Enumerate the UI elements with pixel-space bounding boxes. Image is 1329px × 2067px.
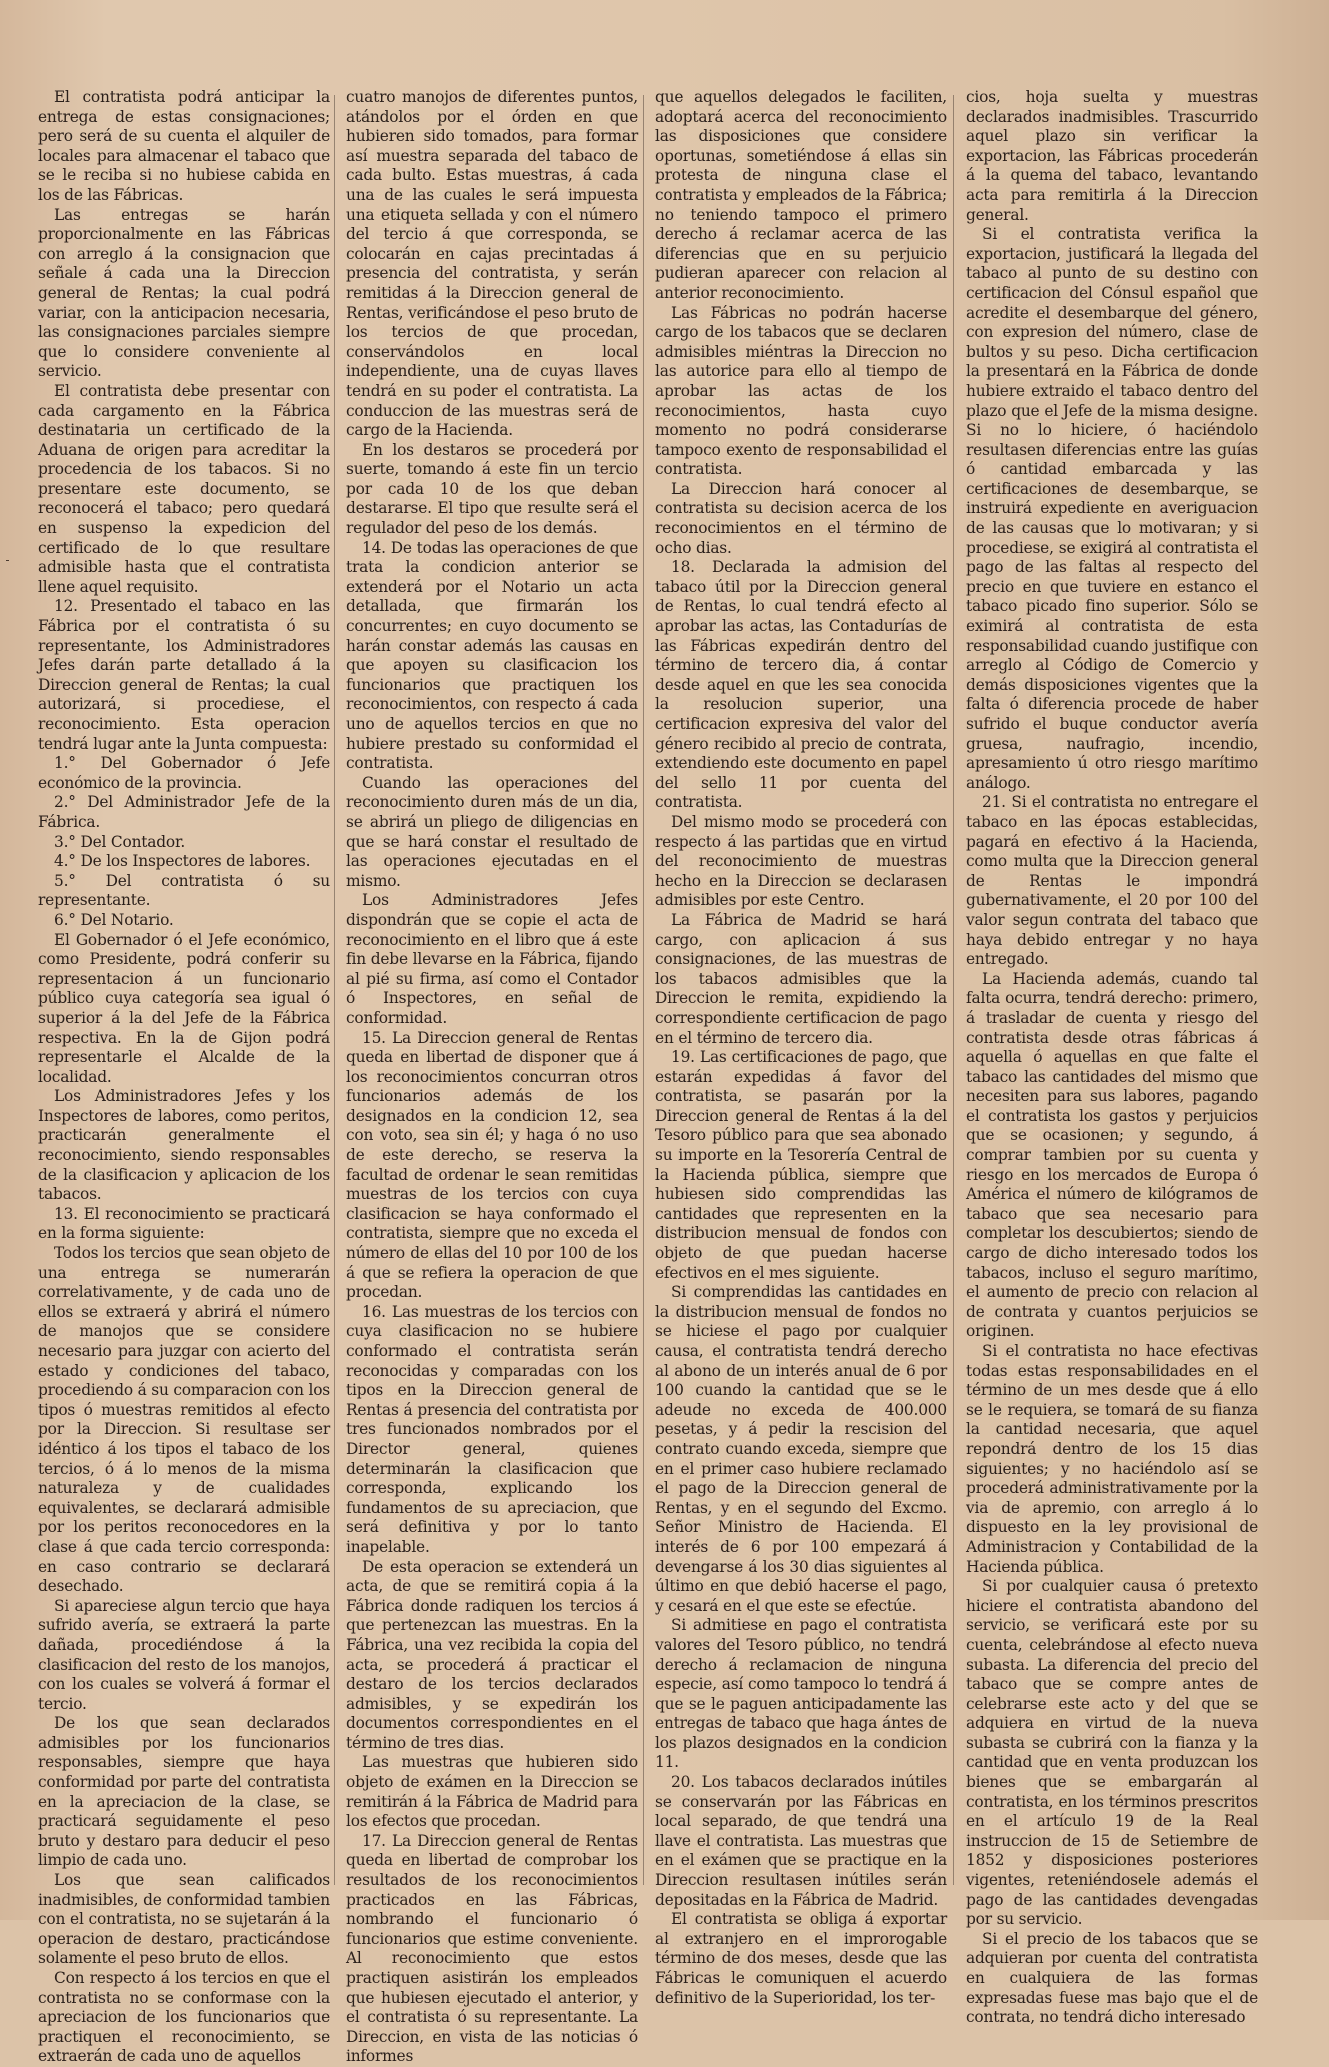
paragraph: La Direccion hará conocer al contratista su decision acerca de los reconocimientos en el término de ocho dias. bbox=[655, 479, 947, 557]
paragraph: 20. Los tabacos declarados inútiles se conservarán por las Fábricas en local separado, de que tendrá una llave el contratista. Las muestras que en el exámen que se practique en la Direccion resultasen inútiles serán depositadas en la Fábrica de Madrid. bbox=[655, 1773, 947, 1909]
column-rule bbox=[334, 95, 335, 1885]
paragraph: En los destaros se procederá por suerte, tomando á este fin un tercio por cada 10 de los que deban destararse. El tipo que resulte será el regulador del peso de los demás. bbox=[346, 440, 638, 538]
text-column-2 bbox=[346, 88, 638, 2066]
page-edge-mark bbox=[6, 560, 9, 561]
paragraph: La Fábrica de Madrid se hará cargo, con aplicacion á sus consignaciones, de las muestras de los tabacos admisibles que la Direccion le remita, expidiendo la correspondiente certificacion de pago en el término de tercero dia. bbox=[655, 910, 947, 1047]
paragraph: Si comprendidas las cantidades en la distribucion mensual de fondos no se hiciese el pago por cualquier causa, el contratista tendrá derecho al abono de un interés anual de 6 por 100 cuando la cantidad que se le adeude no exceda de 400.000 pesetas, y á pedir la rescision del contrato cuando exceda, siempre que en el primer caso hubiere reclamado el pago de la Direccion general de Rentas, y en el segundo del Excmo. Señor Ministro de Hacienda. El interés de 6 por 100 empezará á devengarse á los 30 dias siguientes al último en que debió hacerse el pago, y cesará en el que este se efectúe. bbox=[655, 1283, 947, 1615]
paragraph: 15. La Direccion general de Rentas queda en libertad de disponer que á los reconocimientos concurran otros funcionarios además de los designados en la condicion 12, sea con voto, sea sin él; y haga ó no uso de este derecho, se reserva la facultad de ordenar le sean remitidas muestras de los tercios con cuya clasificacion se haya conformado el contratista, siempre que no exceda el número de ellas del 10 por 100 de los á que se refiera la operacion de que procedan. bbox=[346, 1028, 638, 1302]
paragraph: 4.° De los Inspectores de labores. bbox=[54, 852, 311, 871]
paragraph: Cuando las operaciones del reconocimiento duren más de un dia, se abrirá un pliego de diligencias en que se hará constar el resultado de las operaciones ejecutadas en el mismo. bbox=[346, 773, 638, 890]
paragraph: Los que sean calificados inadmisibles, de conformidad tambien con el contratista, no se sujetarán á la operacion de destaro, practicándose solamente el peso bruto de ellos. bbox=[38, 1871, 330, 1968]
paragraph: 19. Las certificaciones de pago, que estarán expedidas á favor del contratista, se pasarán por la Direccion general de Rentas á la del Tesoro público para que sea abonado su importe en la Tesorería Central de la Hacienda pública, siempre que hubiesen sido comprendidas las cantidades que representen en la distribucion mensual de fondos con objeto de que puedan hacerse efectivos en el mes siguiente. bbox=[655, 1048, 947, 1282]
paragraph: Los Administradores Jefes y los Inspectores de labores, como peritos, practicarán generalmente el reconocimiento, siendo responsables de la clasificacion y aplicacion de los tabacos. bbox=[38, 1087, 330, 1204]
column-rule bbox=[953, 95, 954, 1885]
paragraph: El contratista se obliga á exportar al extranjero en el improrogable término de dos meses, desde que las Fábricas le comuniquen el acuerdo definitivo de la Superioridad, los ter- bbox=[655, 1910, 947, 2007]
paragraph: Con respecto á los tercios en que el contratista no se conformase con la apreciacion de los funcionarios que practiquen el reconocimiento, se extraerán de cada uno de aquellos bbox=[38, 1969, 330, 2066]
text-column-4 bbox=[966, 88, 1258, 2027]
paragraph: 21. Si el contratista no entregare el tabaco en las épocas establecidas, pagará en efectivo á la Hacienda, como multa que la Direccion general de Rentas le impondrá gubernativamente, el 20 por 100 del valor segun contrata del tabaco que haya debido entregar y no haya entregado. bbox=[966, 793, 1258, 969]
paragraph: 17. La Direccion general de Rentas queda en libertad de comprobar los resultados de los reconocimientos practicados en las Fábricas, nombrando el funcionario ó funcionarios que estime conveniente. Al reconocimiento que estos practiquen asistirán los empleados que hubiesen ejecutado el anterior, y el contratista ó su representante. La Direccion, en vista de las noticias ó informes bbox=[346, 1831, 638, 2066]
paragraph: Las entregas se harán proporcionalmente en las Fábricas con arreglo á la consignacion que señale á cada una la Direccion general de Rentas; la cual podrá variar, con la anticipacion necesaria, las consignaciones parciales siempre que lo considere conveniente al servicio. bbox=[38, 205, 330, 381]
paragraph: Las Fábricas no podrán hacerse cargo de los tabacos que se declaren admisibles miéntras la Direccion no las autorice para ello al tiempo de aprobar las actas de los reconocimientos, hasta cuyo momento no podrá considerarse tampoco exento de responsabilidad el contratista. bbox=[655, 303, 947, 479]
paragraph: La Hacienda además, cuando tal falta ocurra, tendrá derecho: primero, á trasladar de cuenta y riesgo del contratista desde otras fábricas á aquella ó aquellas en que falte el tabaco las cantidades del mismo que necesiten para sus labores, pagando el contratista los gastos y perjuicios que se ocasionen; y segundo, á comprar tambien por su cuenta y riesgo en los mercados de Europa ó América el número de kilógramos de tabaco que sea necesario para completar los descubiertos; siendo de cargo de dicho interesado todos los tabacos, incluso el seguro marítimo, el aumento de precio con relacion al de contrata y cuantos perjuicios se originen. bbox=[966, 969, 1258, 1341]
paragraph: El contratista podrá anticipar la entrega de estas consignaciones; pero será de su cuenta el alquiler de locales para almacenar el tabaco que se le reciba si no hubiese cabida en los de las Fábricas. bbox=[38, 88, 330, 204]
paragraph: Si apareciese algun tercio que haya sufrido avería, se extraerá la parte dañada, procediéndose á la clasificacion del resto de los manojos, con los cuales se volverá á formar el tercio. bbox=[38, 1596, 330, 1713]
paragraph: 6.° Del Notario. bbox=[54, 910, 174, 929]
paragraph: Si el precio de los tabacos que se adquieran por cuenta del contratista en cualquiera de las formas expresadas fuese mas bajo que el de contrata, no tendrá dicho interesado bbox=[966, 1929, 1258, 2027]
paragraph: Del mismo modo se procederá con respecto á las partidas que en virtud del reconocimiento de muestras hecho en la Direccion se declarasen admisibles por este Centro. bbox=[655, 812, 947, 910]
paragraph: El Gobernador ó el Jefe económico, como Presidente, podrá conferir su representacion á un funcionario público cuya categoría sea igual ó superior á la del Jefe de la Fábrica respectiva. En la de Gijon podrá representarle el Alcalde de la localidad. bbox=[38, 930, 330, 1086]
paragraph: 16. Las muestras de los tercios con cuya clasificacion no se hubiere conformado el contratista serán reconocidas y comparadas con los tipos en la Direccion general de Rentas á presencia del contratista por tres funcionados nombrados por el Director general, quienes determinarán la clasificacion que corresponda, explicando los fundamentos de su apreciacion, que será definitiva y por lo tanto inapelable. bbox=[346, 1302, 638, 1556]
paragraph: Si el contratista no hace efectivas todas estas responsabilidades en el término de un mes desde que á ello se le requiera, se tomará de su fianza la cantidad necesaria, que aquel repondrá dentro de los 15 dias siguientes; y no haciéndolo así se procederá administrativamente por la via de apremio, con arreglo á lo dispuesto en la ley provisional de Administracion y Contabilidad de la Hacienda pública. bbox=[966, 1342, 1258, 1576]
paragraph: 14. De todas las operaciones de que trata la condicion anterior se extenderá por el Notario un acta detallada, que firmarán los concurrentes; en cuyo documento se harán constar además las causas en que apoyen su clasificacion los funcionarios que practiquen los reconocimientos, con respecto á cada uno de aquellos tercios en que no hubiere prestado su conformidad el contratista. bbox=[346, 538, 638, 773]
paragraph: cuatro manojos de diferentes puntos, atándolos por el órden en que hubieren sido tomados, para formar así muestra separada del tabaco de cada bulto. Estas muestras, á cada una de las cuales le será impuesta una etiqueta sellada y con el número del tercio á que corresponda, se colocarán en cajas precintadas á presencia del contratista, y serán remitidas á la Direccion general de Rentas, verificándose el peso bruto de los tercios de que procedan, conservándolos en local independiente, una de cuyas llaves tendrá en su poder el contratista. La conduccion de las muestras será de cargo de la Hacienda. bbox=[346, 88, 638, 440]
paragraph: 3.° Del Contador. bbox=[54, 832, 186, 851]
paragraph: Si por cualquier causa ó pretexto hiciere el contratista abandono del servicio, se verificará este por su cuenta, celebrándose al efecto nueva subasta. La diferencia del precio del tabaco que se compre antes de celebrarse este acto y del que se adquiera en virtud de la nueva subasta se cubrirá con la fianza y la cantidad que en venta produzcan los bienes que se embargarán al contratista, en los términos prescritos en el artículo 19 de la Real instruccion de 15 de Setiembre de 1852 y disposiciones posteriores vigentes, reteniéndosele además el pago de las cantidades devengadas por su servicio. bbox=[966, 1577, 1258, 1929]
paragraph: Todos los tercios que sean objeto de una entrega se numerarán correlativamente, y de cada uno de ellos se extraerá y abrirá el número de manojos que se considere necesario para juzgar con acierto del estado y condiciones del tabaco, procediendo á su comparacion con los tipos ó muestras remitidos al efecto por la Direccion. Si resultase ser idéntico á los tipos el tabaco de los tercios, ó á lo menos de la misma naturaleza y de cualidades equivalentes, se declarará admisible por los peritos reconocedores en la clase á que cada tercio corresponda: en caso contrario se declarará desechado. bbox=[38, 1244, 331, 1596]
paragraph: 13. El reconocimiento se practicará en la forma siguiente: bbox=[38, 1204, 330, 1243]
paragraph: Los Administradores Jefes dispondrán que se copie el acta de reconocimiento en el libro que á este fin debe llevarse en la Fábrica, fijando al pié su firma, así como el Contador ó Inspectores, en señal de conformidad. bbox=[346, 891, 638, 1027]
paragraph: Si admitiese en pago el contratista valores del Tesoro público, no tendrá derecho á reclamacion de ninguna especie, así como tampoco lo tendrá á que se le paguen anticipadamente las entregas de tabaco que haga ántes de los plazos designados en la condicion 11. bbox=[655, 1616, 947, 1772]
paragraph: De los que sean declarados admisibles por los funcionarios responsables, siempre que haya conformidad por parte del contratista en la apreciacion de la clase, se practicará seguidamente el peso bruto y destaro para deducir el peso limpio de cada uno. bbox=[38, 1714, 330, 1870]
text-column-3 bbox=[655, 88, 947, 2007]
paragraph: Las muestras que hubieren sido objeto de exámen en la Direccion se remitirán á la Fábrica de Madrid para los efectos que procedan. bbox=[346, 1753, 638, 1831]
paragraph: 1.° Del Gobernador ó Jefe económico de la provincia. bbox=[38, 754, 330, 792]
paragraph: que aquellos delegados le faciliten, adoptará acerca del reconocimiento las disposiciones que considere oportunas, sometiéndose á ellas sin protesta de ninguna clase el contratista y empleados de la Fábrica; no teniendo tampoco el primero derecho á reclamar acerca de las diferencias que en su perjuicio pudieran aparecer con relacion al anterior reconocimiento. bbox=[655, 88, 947, 302]
column-rule bbox=[643, 95, 644, 1885]
paragraph: 18. Declarada la admision del tabaco útil por la Direccion general de Rentas, lo cual tendrá efecto al aprobar las actas, las Contadurías de las Fábricas expedirán dentro del término de tercero dia, á contar desde aquel en que les sea conocida la resolucion superior, una certificacion expresiva del valor del género recibido al precio de contrata, extendiendo este documento en papel del sello 11 por cuenta del contratista. bbox=[655, 558, 947, 812]
paragraph: 5.° Del contratista ó su representante. bbox=[38, 871, 330, 910]
paragraph: De esta operacion se extenderá un acta, de que se remitirá copia á la Fábrica donde radiquen los tercios á que pertenezcan las muestras. En la Fábrica, una vez recibida la copia del acta, se procederá á practicar el destaro de los tercios declarados admisibles, y se expedirán los documentos correspondientes en el término de tres dias. bbox=[346, 1557, 638, 1752]
paragraph: 12. Presentado el tabaco en las Fábrica por el contratista ó su representante, los Administradores Jefes darán parte detallado á la Direccion general de Rentas; la cual autorizará, si procediese, el reconocimiento. Esta operacion tendrá lugar ante la Junta compuesta: bbox=[38, 597, 330, 753]
paragraph: 2.° Del Administrador Jefe de la Fábrica. bbox=[38, 793, 330, 831]
paragraph: El contratista debe presentar con cada cargamento en la Fábrica destinataria un certificado de la Aduana de origen para acreditar la procedencia de los tabacos. Si no presentare este documento, se reconocerá el tabaco; pero quedará en suspenso la expedicion del certificado de lo que resultare admisible hasta que el contratista llene aquel requisito. bbox=[38, 381, 330, 596]
text-column-1 bbox=[38, 88, 331, 2066]
paragraph: cios, hoja suelta y muestras declarados inadmisibles. Trascurrido aquel plazo sin verificar la exportacion, las Fábricas procederán á la quema del tabaco, levantando acta para remitirla á la Direccion general. bbox=[966, 88, 1258, 224]
paragraph: Si el contratista verifica la exportacion, justificará la llegada del tabaco al punto de su destino con certificacion del Cónsul español que acredite el desembarque del género, con expresion del número, clase de bultos y su peso. Dicha certificacion la presentará en la Fábrica de donde hubiere extraido el tabaco dentro del plazo que el Jefe de la misma designe. Si no lo hiciere, ó haciéndolo resultasen diferencias entre las guías ó cantidad embarcada y las certificaciones de desembarque, se instruirá expediente en averiguacion de las causas que lo motivaran; y si procediese, se exigirá al contratista el pago de las faltas al respecto del precio en que tuviere en estanco el tabaco picado fino superior. Sólo se eximirá al contratista de esta responsabilidad cuando justifique con arreglo al Código de Comercio y demás disposiciones vigentes que la falta ó diferencia procede de haber sufrido el buque conductor avería gruesa, naufragio, incendio, apresamiento ú otro riesgo marítimo análogo. bbox=[966, 225, 1258, 792]
